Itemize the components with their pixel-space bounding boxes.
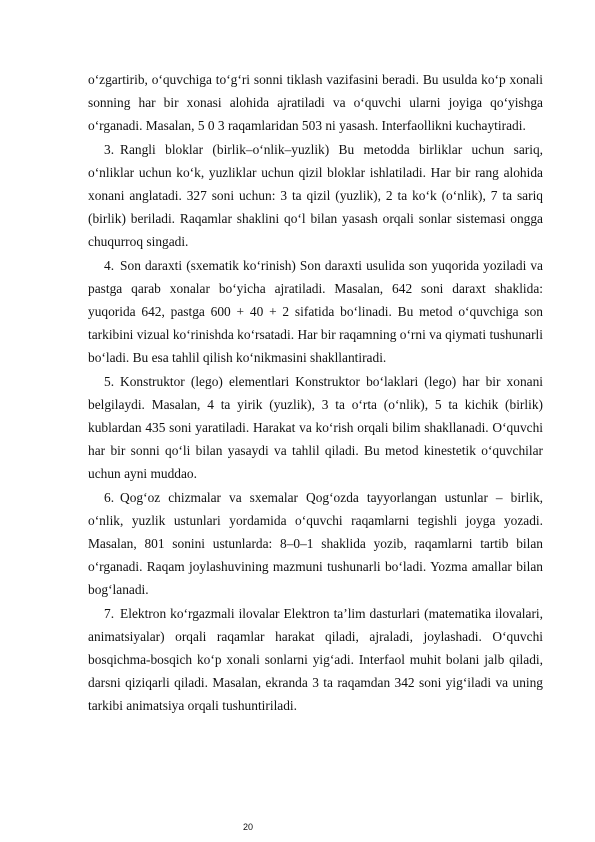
paragraph-item-5 (88, 370, 543, 486)
item-number: 6. (104, 489, 115, 505)
paragraph-item-6 (88, 486, 543, 602)
paragraph-text: Elektron ko‘rgazmali ilovalar Elektron ta’lim dasturlari (matematika ilovalari, animatsiyalar) orqali raqamlar harakat qiladi, ajraladi, joylashadi. O‘quvchi bosqichma-bosqich ko‘p xonali sonlarni yig‘adi. Interfaol muhit bolani jalb qiladi, darsni qiziqarli qiladi. Masalan, ekranda 3 ta raqamdan 342 soni yig‘iladi va uning tarkibi animatsiya orqali tushuntiriladi. (88, 605, 543, 714)
item-number: 4. (104, 257, 115, 273)
paragraph-text: Qog‘oz chizmalar va sxemalar Qog‘ozda tayyorlangan ustunlar – birlik, o‘nlik, yuzlik ustunlari yordamida o‘quvchi raqamlarni tegishli joyga yozadi. Masalan, 801 sonini ustunlarda: 8–0–1 shaklida yozib, raqamlarni tartib bilan o‘rganadi. Raqam joylashuvining mazmuni tushunarli bo‘ladi. Yozma amallar bilan bog‘lanadi. (88, 489, 543, 598)
paragraph-text: Konstruktor (lego) elementlari Konstruktor bo‘laklari (lego) har bir xonani belgilaydi. Masalan, 4 ta yirik (yuzlik), 3 ta o‘rta (o‘nlik), 5 ta kichik (birlik) kublardan 435 soni yaratiladi. Harakat va ko‘rish orqali bilim shakllanadi. O‘quvchi har bir sonni qo‘li bilan yasaydi va tahlil qiladi. Bu metod kinestetik o‘quvchilar uchun ayni muddao. (88, 373, 543, 482)
paragraph-text: Rangli bloklar (birlik–o‘nlik–yuzlik) Bu metodda birliklar uchun sariq, o‘nliklar uchun ko‘k, yuzliklar uchun qizil bloklar ishlatiladi. Har bir rang alohida xonani anglatadi. 327 soni uchun: 3 ta qizil (yuzlik), 2 ta ko‘k (o‘nlik), 7 ta sariq (birlik) beriladi. Raqamlar shaklini qo‘l bilan yasash orqali sonlar sistemasi ongga chuqurroq singadi. (88, 141, 543, 250)
paragraph-text: Son daraxti (sxematik ko‘rinish) Son daraxti usulida son yuqorida yoziladi va pastga qarab xonalar bo‘yicha ajratiladi. Masalan, 642 soni daraxt shaklida: yuqorida 642, pastga 600 + 40 + 2 sifatida bo‘linadi. Bu metod o‘quvchiga son tarkibini vizual ko‘rinishda ko‘rsatadi. Har bir raqamning o‘rni va qiymati tushunarli bo‘ladi. Bu esa tahlil qilish ko‘nikmasini shakllantiradi. (88, 257, 543, 366)
paragraph-item-4 (88, 254, 543, 370)
item-number: 7. (104, 605, 115, 621)
paragraph-item-3 (88, 138, 543, 254)
paragraph-continuation (88, 68, 543, 138)
item-number: 5. (104, 373, 115, 389)
paragraph-item-7 (88, 602, 543, 718)
item-number: 3. (104, 141, 115, 157)
document-page (88, 68, 543, 718)
paragraph-text: o‘zgartirib, o‘quvchiga to‘g‘ri sonni tiklash vazifasini beradi. Bu usulda ko‘p xonali sonning har bir xonasi alohida ajratiladi va o‘quvchi ularni joyiga qo‘yishga o‘rganadi. Masalan, 5 0 3 raqamlaridan 503 ni yasash. Interfaollikni kuchaytiradi. (88, 72, 543, 134)
page-number: 20 (243, 822, 254, 832)
